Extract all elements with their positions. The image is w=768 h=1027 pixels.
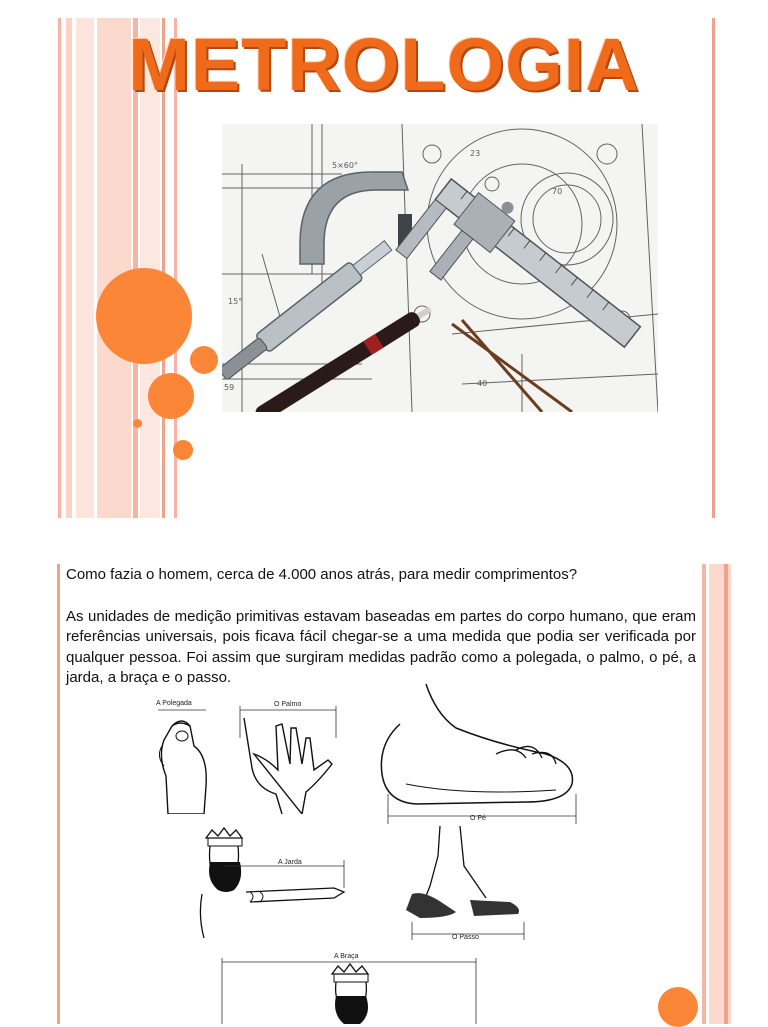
- decorative-circle: [173, 440, 193, 460]
- illustration-jarda: [194, 826, 350, 938]
- metrology-tools-photo: [222, 124, 658, 412]
- decorative-circle: [658, 987, 698, 1027]
- illustration-palmo: [236, 698, 342, 814]
- caption-polegada: A Polegada: [156, 700, 192, 707]
- page-title: METROLOGIA: [128, 23, 640, 106]
- illustration-pe: [376, 684, 582, 826]
- caption-braca: A Braça: [334, 953, 359, 960]
- illustration-braca: [218, 950, 480, 1024]
- illustration-polegada: [150, 696, 222, 814]
- caption-palmo: O Palmo: [274, 701, 302, 708]
- decorative-stripe: [57, 564, 60, 1024]
- decorative-stripe: [702, 564, 706, 1024]
- caption-passo: O Passo: [452, 934, 479, 941]
- paragraph-text: As unidades de medição primitivas estavam baseadas em partes do corpo humano, que eram referências universais, pois ficava fácil chegar-se a uma medida que podia ser verificada por qualquer pessoa. Foi assim que surgiram medidas padrão como a polegada, o palmo, o pé, a jarda, a braça e o passo.: [66, 607, 696, 686]
- svg-text:59: 59: [224, 383, 235, 392]
- decorative-circle-small: [133, 419, 142, 428]
- svg-text:5×60°: 5×60°: [332, 161, 358, 170]
- caption-pe: O Pé: [470, 815, 486, 822]
- svg-text:15°: 15°: [228, 297, 243, 306]
- caption-jarda: A Jarda: [278, 859, 302, 866]
- decorative-stripe: [724, 564, 728, 1024]
- svg-text:70: 70: [552, 187, 563, 196]
- question-text: Como fazia o homem, cerca de 4.000 anos atrás, para medir comprimentos?: [66, 566, 578, 583]
- slide-gap: [0, 520, 768, 560]
- decorative-circle: [190, 346, 218, 374]
- decorative-circle-large: [96, 268, 192, 364]
- svg-text:40: 40: [477, 379, 488, 388]
- illustration-passo: [400, 826, 530, 944]
- decorative-circle: [148, 373, 194, 419]
- svg-text:23: 23: [470, 149, 481, 158]
- body-text: [66, 565, 696, 689]
